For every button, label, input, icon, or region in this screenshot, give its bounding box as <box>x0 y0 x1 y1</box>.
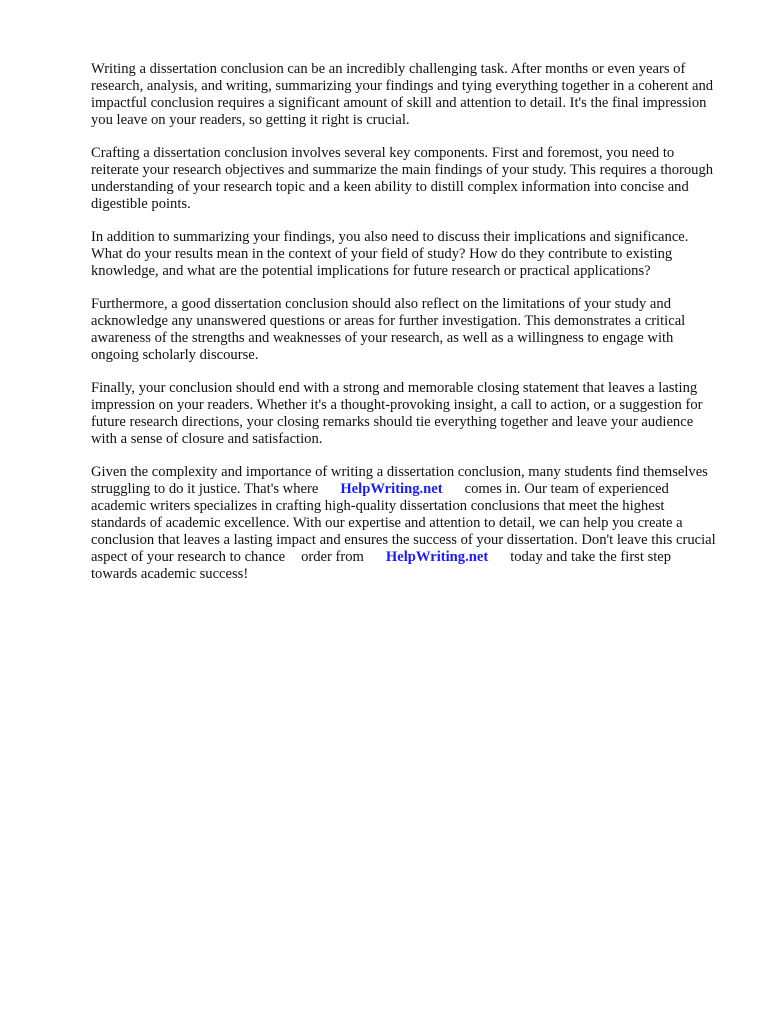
paragraph-limitations: Furthermore, a good dissertation conclusion should also reflect on the limitations of your study and acknowledge any unanswered questions or areas for further investigation. This demonstrates a critical awareness of the strengths and weaknesses of your research, as well as a willingness to engage with ongoing scholarly discourse. <box>91 296 686 363</box>
paragraph-components: Crafting a dissertation conclusion involves several key components. First and foremost, you need to reiterate your research objectives and summarize the main findings of your study. This requires a thorough understanding of your research topic and a keen ability to distill complex information into concise and digestible points. <box>91 145 714 212</box>
promo-text-part1: Given the complexity and importance of writing a dissertation conclusion, many students find themselves struggling to do it justice. That's where <box>91 464 708 497</box>
document-body <box>91 61 719 599</box>
promo-text-part2: comes in. Our team of experienced academic writers specializes in crafting high-quality dissertation conclusions that meet the highest standards of academic excellence. With our expertise and attention to detail, we can help you create a conclusion that leaves a lasting impact and ensures the success of your dissertation. Don't leave this crucial aspect of your research to chance <box>91 481 716 565</box>
paragraph-closing-statement: Finally, your conclusion should end with a strong and memorable closing statement that leaves a lasting impression on your readers. Whether it's a thought-provoking insight, a call to action, or a suggestion for future research directions, your closing remarks should tie everything together and leave your audience with a sense of closure and satisfaction. <box>91 380 703 447</box>
paragraph-implications: In addition to summarizing your findings, you also need to discuss their implications and significance. What do your results mean in the context of your field of study? How do they contribute to existing knowledge, and what are the potential implications for future research or practical applications? <box>91 229 689 279</box>
helpwriting-link-1[interactable]: HelpWriting.net <box>340 481 443 497</box>
promo-text-part3: order from <box>301 549 364 565</box>
paragraph-promo <box>91 464 719 583</box>
promo-text-part4: today and take the first step towards academic success! <box>91 549 672 582</box>
helpwriting-link-2[interactable]: HelpWriting.net <box>385 549 489 565</box>
paragraph-intro: Writing a dissertation conclusion can be an incredibly challenging task. After months or even years of research, analysis, and writing, summarizing your findings and tying everything together in a coherent and impactful conclusion requires a significant amount of skill and attention to detail. It's the final impression you leave on your readers, so getting it right is crucial. <box>91 61 714 128</box>
